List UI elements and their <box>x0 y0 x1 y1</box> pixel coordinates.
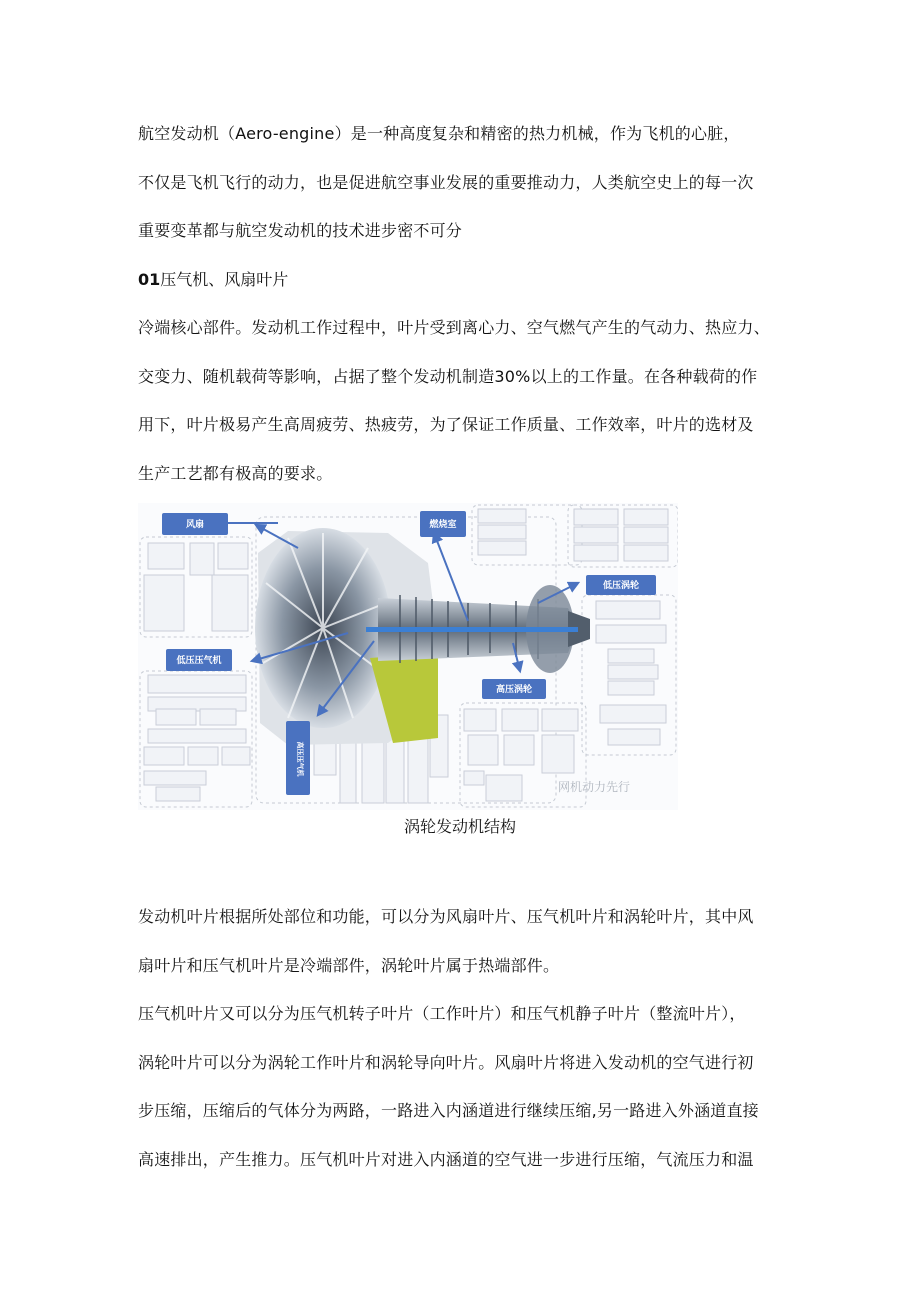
text-line: 发动机叶片根据所处部位和功能，可以分为风扇叶片、压气机叶片和涡轮叶片，其中风 <box>138 907 754 926</box>
text-line: 涡轮叶片可以分为涡轮工作叶片和涡轮导向叶片。风扇叶片将进入发动机的空气进行初 <box>138 1052 754 1072</box>
text-line: 步压缩，压缩后的气体分为两路，一路进入内涵道进行继续压缩,另一路进入外涵道直接 <box>138 1101 759 1120</box>
engine-diagram <box>138 503 678 810</box>
text-line: 不仅是飞机飞行的动力，也是促进航空事业发展的重要推动力，人类航空史上的每一次 <box>138 172 754 192</box>
figure-caption: 涡轮发动机结构 <box>403 817 516 836</box>
text-line: 冷端核心部件。发动机工作过程中，叶片受到离心力、空气燃气产生的气动力、热应力、 <box>138 318 770 337</box>
text-line: 压气机叶片又可以分为压气机转子叶片（工作叶片）和压气机静子叶片（整流叶片）， <box>138 1004 746 1023</box>
text-line: 交变力、随机载荷等影响，占据了整个发动机制造30%以上的工作量。在各种载荷的作 <box>138 366 758 386</box>
intro-paragraph <box>138 110 788 256</box>
lp-compressor-label: 低压压气机 <box>176 656 222 666</box>
combustor-label: 燃烧室 <box>429 520 457 530</box>
section-number: 01 <box>138 270 161 289</box>
lp-turbine-label: 低压涡轮 <box>602 581 640 591</box>
text-line: 重要变革都与航空发动机的技术进步密不可分 <box>138 221 463 240</box>
text-line: 航空发动机（Aero-engine）是一种高度复杂和精密的热力机械，作为飞机的心脏， <box>138 124 740 143</box>
figure-watermark: 网机动力先行 <box>558 780 631 794</box>
section-heading <box>138 258 288 302</box>
text-line: 高速排出，产生推力。压气机叶片对进入内涵道的空气进一步进行压缩，气流压力和温 <box>138 1149 754 1169</box>
engine-illustration-icon <box>255 528 590 745</box>
text-line: 用下，叶片极易产生高周疲劳、热疲劳，为了保证工作质量、工作效率，叶片的选材及 <box>138 415 754 434</box>
text-line: 生产工艺都有极高的要求。 <box>138 463 333 483</box>
section-paragraph <box>138 304 788 498</box>
body-paragraph <box>138 893 788 1184</box>
engine-structure-figure <box>138 503 678 810</box>
fan-label: 风扇 <box>185 520 205 530</box>
hp-turbine-label: 高压涡轮 <box>495 685 533 695</box>
text-line: 扇叶片和压气机叶片是冷端部件，涡轮叶片属于热端部件。 <box>138 955 560 975</box>
hp-compressor-label: 高压压气机 <box>296 741 304 777</box>
section-title: 压气机、风扇叶片 <box>160 270 289 289</box>
